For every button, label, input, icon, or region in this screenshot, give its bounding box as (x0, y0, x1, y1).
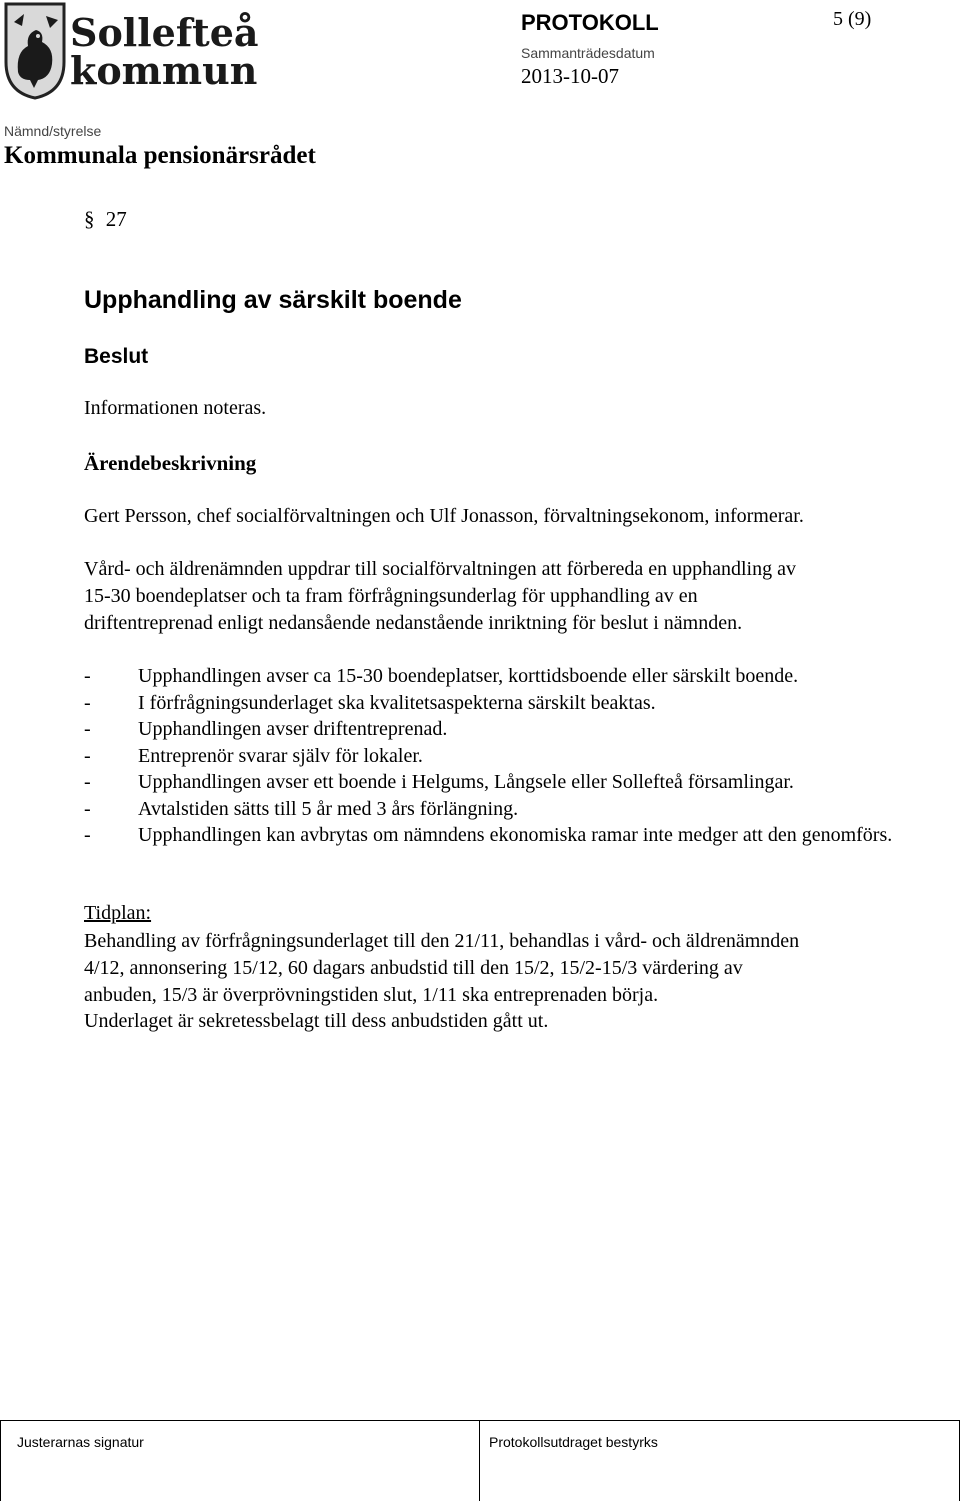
bullet-dash: - (84, 718, 91, 740)
coat-of-arms-icon (4, 2, 66, 100)
page-number: 5 (9) (833, 8, 872, 30)
list-item (84, 743, 938, 770)
list-item-text: Upphandlingen avser ca 15-30 boendeplatser, korttidsboende eller särskilt boende. (138, 665, 799, 687)
page-title: Upphandling av särskilt boende (84, 286, 462, 314)
list-item-text: Avtalstiden sätts till 5 år med 3 års förlängning. (138, 797, 519, 820)
beslut-text: Informationen noteras. (84, 397, 267, 419)
arende-para-line: 15-30 boendeplatser och ta fram förfrågningsunderlag för upphandling av en (84, 585, 698, 607)
bullet-dash: - (84, 771, 91, 793)
tidplan-line: anbuden, 15/3 är överprövningstiden slut, 1/11 ska entreprenaden börja. (84, 984, 659, 1006)
list-item (84, 822, 938, 849)
list-item-text: Upphandlingen kan avbrytas om nämndens ekonomiska ramar inte medger att den genomförs. (138, 824, 893, 846)
tidplan-line: Underlaget är sekretessbelagt till dess anbudstiden gått ut. (84, 1010, 549, 1032)
bullet-list (84, 663, 938, 849)
list-item (84, 796, 938, 823)
body-label: Nämnd/styrelse (4, 123, 102, 139)
tidplan-heading: Tidplan: (84, 902, 152, 924)
list-item-text: Upphandlingen avser ett boende i Helgums, Långsele eller Sollefteå församlingar. (138, 771, 794, 793)
list-item-text: Entreprenör svarar själv för lokaler. (138, 744, 423, 767)
certified-label: Protokollsutdraget bestyrks (489, 1434, 658, 1450)
list-item (84, 769, 938, 796)
document-type: PROTOKOLL (521, 10, 659, 35)
municipality-logo (4, 2, 274, 102)
signature-label: Justerarnas signatur (17, 1434, 144, 1450)
section-symbol: § (84, 207, 95, 231)
beslut-heading: Beslut (84, 345, 149, 368)
arende-para-line: driftentreprenad enligt nedansående nedanstående inriktning för beslut i nämnden. (84, 612, 743, 634)
date-label: Sammanträdesdatum (521, 45, 655, 61)
list-item (84, 690, 938, 717)
tidplan-line: 4/12, annonsering 15/12, 60 dagars anbudstid till den 15/2, 15/2-15/3 värdering av (84, 957, 743, 979)
logo-line-1: Sollefteå (70, 10, 259, 55)
meeting-date: 2013-10-07 (521, 64, 619, 88)
bullet-dash: - (84, 824, 91, 846)
logo-wordmark (70, 10, 259, 93)
bullet-dash: - (84, 665, 91, 687)
bullet-dash: - (84, 797, 91, 820)
footer-divider (479, 1421, 480, 1501)
section-number: 27 (105, 207, 127, 231)
paragraph-number (84, 207, 127, 232)
body-name: Kommunala pensionärsrådet (4, 142, 316, 169)
list-item (84, 716, 938, 743)
logo-line-2: kommun (70, 48, 258, 93)
list-item-text: I förfrågningsunderlaget ska kvalitetsaspekterna särskilt beaktas. (138, 691, 656, 714)
arende-heading: Ärendebeskrivning (84, 451, 257, 475)
arende-para-line: Vård- och äldrenämnden uppdrar till socialförvaltningen att förbereda en upphandling av (84, 558, 796, 580)
arende-intro: Gert Persson, chef socialförvaltningen och Ulf Jonasson, förvaltningsekonom, informerar. (84, 505, 804, 527)
list-item (84, 663, 938, 690)
list-item-text: Upphandlingen avser driftentreprenad. (138, 718, 448, 740)
tidplan-line: Behandling av förfrågningsunderlaget till den 21/11, behandlas i vård- och äldrenämnden (84, 930, 800, 952)
signature-footer (0, 1420, 960, 1501)
bullet-dash: - (84, 691, 91, 714)
bullet-dash: - (84, 744, 91, 767)
